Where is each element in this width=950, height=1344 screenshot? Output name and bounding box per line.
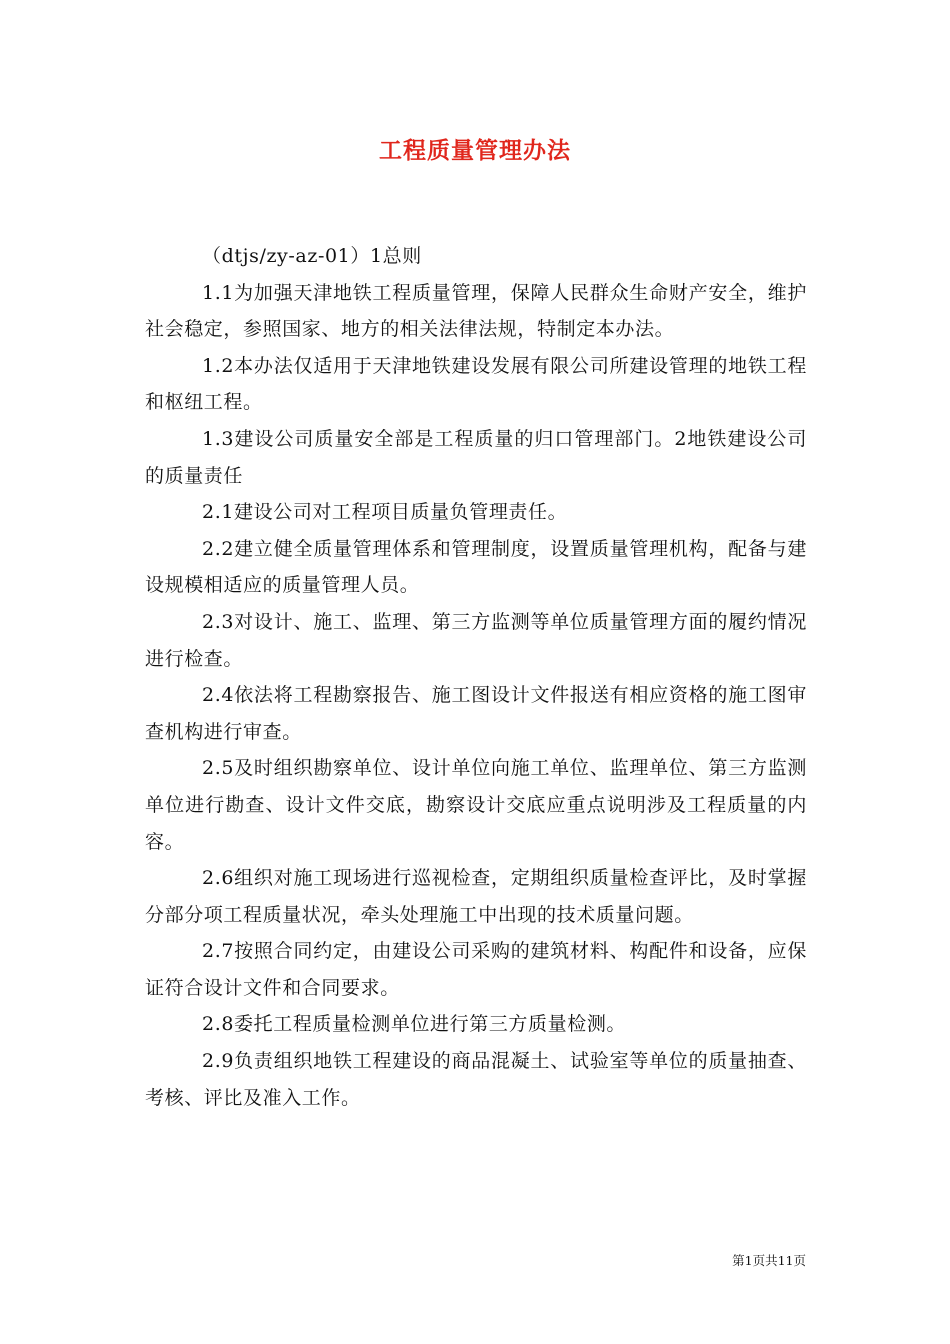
paragraph-1-1: 1.1为加强天津地铁工程质量管理，保障人民群众生命财产安全，维护社会稳定，参照国家、地方的相关法律法规，特制定本办法。 [145, 281, 807, 341]
paragraph-2-1: 2.1建设公司对工程项目质量负管理责任。 [202, 501, 568, 524]
paragraph-2-7: 2.7按照合同约定，由建设公司采购的建筑材料、构配件和设备，应保证符合设计文件和合同要求。 [145, 940, 807, 999]
document-title: 工程质量管理办法 [379, 137, 571, 164]
paragraph-2-3: 2.3对设计、施工、监理、第三方监测等单位质量管理方面的履约情况进行检查。 [145, 610, 807, 670]
paragraph-2-5: 2.5及时组织勘察单位、设计单位向施工单位、监理单位、第三方监测单位进行勘查、设计文件交底，勘察设计交底应重点说明涉及工程质量的内容。 [145, 757, 807, 853]
paragraph-1-2: 1.2本办法仅适用于天津地铁建设发展有限公司所建设管理的地铁工程和枢纽工程。 [145, 354, 807, 414]
paragraph-1-3: 1.3建设公司质量安全部是工程质量的归口管理部门。2地铁建设公司的质量责任 [145, 427, 807, 487]
paragraph-2-2: 2.2建立健全质量管理体系和管理制度，设置质量管理机构，配备与建设规模相适应的质量管理人员。 [145, 537, 807, 597]
page-number: 第1页共11页 [732, 1253, 806, 1268]
paragraph-2-9: 2.9负责组织地铁工程建设的商品混凝土、试验室等单位的质量抽查、考核、评比及准入工作。 [145, 1050, 807, 1109]
paragraph-2-8: 2.8委托工程质量检测单位进行第三方质量检测。 [202, 1013, 627, 1036]
paragraph-2-6: 2.6组织对施工现场进行巡视检查，定期组织质量检查评比，及时掌握分部分项工程质量状况，牵头处理施工中出现的技术质量问题。 [145, 867, 807, 926]
document-body [145, 238, 807, 1116]
paragraph-general-principles: （dtjs/zy-az-01）1总则 [202, 245, 422, 267]
paragraph-2-4: 2.4依法将工程勘察报告、施工图设计文件报送有相应资格的施工图审查机构进行审查。 [145, 684, 807, 743]
